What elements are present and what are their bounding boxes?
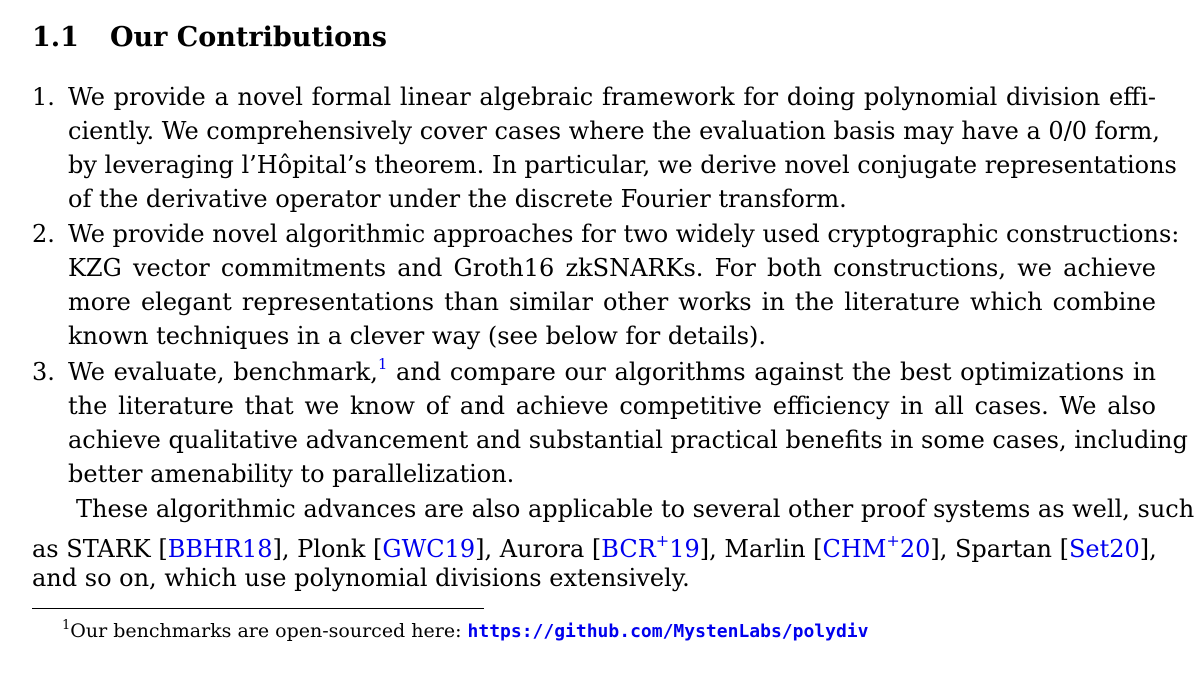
footnote-reference[interactable]: 1 — [377, 355, 388, 373]
list-item-line — [68, 355, 1156, 389]
citation-sup: + — [886, 531, 900, 550]
list-item-line: We provide a novel formal linear algebraic framework for doing polynomial division effi- — [68, 83, 1156, 111]
paragraph-text: ], Plonk [ — [272, 535, 383, 563]
list-item-line: We provide novel algorithmic approaches for two widely used cryptographic constructions: — [68, 220, 1180, 248]
citation-sup: + — [655, 531, 670, 550]
citation-text: 19 — [669, 535, 700, 563]
paragraph-text: ], Aurora [ — [475, 535, 602, 563]
list-item-line: of the derivative operator under the discrete Fourier transform. — [68, 185, 847, 213]
section-heading — [32, 22, 387, 53]
list-item-line: by leveraging l’Hôpital’s theorem. In particular, we derive novel conjugate representations — [68, 151, 1177, 179]
citation-link[interactable] — [822, 531, 931, 563]
list-item-line: KZG vector commitments and Groth16 zkSNARKs. For both constructions, we achieve — [68, 254, 1156, 282]
citation-text: BCR — [601, 535, 656, 563]
footnote-divider — [32, 608, 484, 609]
paragraph-line — [32, 526, 1156, 566]
list-item-line: ciently. We comprehensively cover cases where the evaluation basis may have a 0/0 form, — [68, 117, 1160, 145]
list-item-number: 1. — [32, 83, 55, 111]
footnote-url-link[interactable]: https://github.com/MystenLabs/polydiv — [467, 621, 869, 642]
paragraph-text: ], — [1139, 535, 1157, 563]
list-item-number: 3. — [32, 358, 55, 386]
citation-text: 20 — [899, 535, 931, 563]
paragraph-text: ], Marlin [ — [699, 535, 823, 563]
list-item-line: the literature that we know of and achieve competitive efficiency in all cases. We also — [68, 392, 1156, 420]
citation-text: CHM — [822, 535, 887, 563]
footnote-text: Our benchmarks are open-sourced here: — [70, 620, 468, 642]
footnote-mark: 1 — [62, 618, 71, 633]
list-item-line: more elegant representations than similar other works in the literature which combine — [68, 288, 1156, 316]
citation-link[interactable]: Set20 — [1068, 535, 1140, 563]
list-item-number: 2. — [32, 220, 55, 248]
list-item-line: better amenability to parallelization. — [68, 460, 515, 488]
footnote — [62, 616, 868, 647]
paragraph-line: and so on, which use polynomial divisions extensively. — [32, 564, 690, 592]
paragraph-text: as STARK [ — [32, 535, 168, 563]
citation-link[interactable]: GWC19 — [382, 535, 476, 563]
list-item-line: achieve qualitative advancement and substantial practical benefits in some cases, including — [68, 426, 1188, 454]
citation-link[interactable] — [601, 531, 700, 563]
citation-link[interactable]: BBHR18 — [167, 535, 273, 563]
section-title: Our Contributions — [110, 22, 387, 53]
list-item-line: known techniques in a clever way (see below for details). — [68, 322, 767, 350]
paragraph-text: ], Spartan [ — [930, 535, 1069, 563]
list-item-text: and compare our algorithms against the best optimizations in — [387, 358, 1156, 386]
list-item-text: We evaluate, benchmark, — [68, 358, 378, 386]
section-number: 1.1 — [32, 22, 79, 53]
paragraph-line: These algorithmic advances are also applicable to several other proof systems as well, such — [76, 495, 1195, 523]
